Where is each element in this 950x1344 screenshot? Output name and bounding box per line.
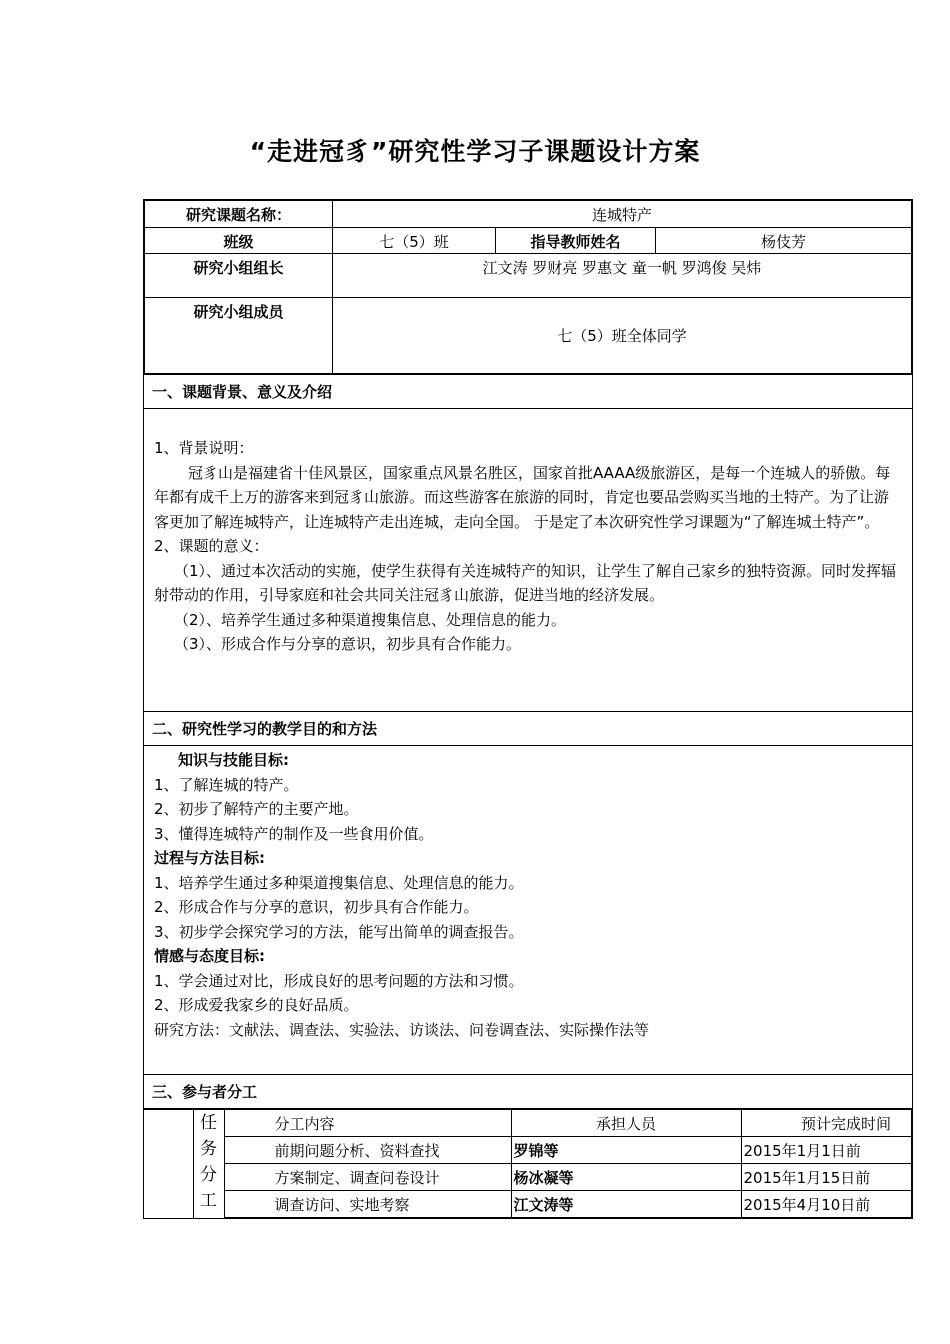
vertical-char-3: 分 (200, 1165, 217, 1185)
vertical-char-1: 任 (200, 1113, 217, 1133)
topic-label: 研究课题名称： (145, 201, 333, 228)
form-frame (143, 199, 913, 1219)
emotion-goal-2: 2、形成爱我家乡的良好品质。 (154, 996, 359, 1014)
section2-body (144, 746, 912, 1074)
header-deadline: 预计完成时间 (741, 1110, 912, 1137)
process-goal-3: 3、初步学会探究学习的方法，能写出简单的调查报告。 (154, 922, 524, 941)
emotion-goal-1: 1、学会通过对比，形成良好的思考问题的方法和习惯。 (154, 971, 524, 990)
background-text: 冠豸山是福建省十佳风景区，国家重点风景名胜区，国家首批AAAA级旅游区，是每一个连城人的骄傲。每年都有成千上万的游客来到冠豸山旅游。而这些游客在旅游的同时，肯定也要品尝购买当地的土特产。为了让游客更加了解连城特产，让连城特产走出连城，走向全国。 于是定了本次研究性学习课题为“了解连城土特产”。 (154, 463, 891, 531)
task-person: 罗锦等 (511, 1137, 741, 1164)
info-table (144, 200, 912, 374)
header-person: 承担人员 (511, 1110, 741, 1137)
meaning-item-1: （1）、通过本次活动的实施，使学生获得有关连城特产的知识，让学生了解自己家乡的独特资源。同时发挥辐射带动的作用，引导家庭和社会共同关注冠豸山旅游，促进当地的经济发展。 (154, 561, 897, 604)
meaning-title: 2、课题的意义： (154, 537, 269, 555)
table-row (144, 1191, 912, 1218)
task-deadline: 2015年4月10日前 (741, 1191, 912, 1218)
meaning-item-3: （3）、形成合作与分享的意识，初步具有合作能力。 (174, 635, 522, 653)
process-goal-1: 1、培养学生通过多种渠道搜集信息、处理信息的能力。 (154, 873, 524, 892)
task-person: 江文涛等 (511, 1191, 741, 1218)
knowledge-goal-2: 2、初步了解特产的主要产地。 (154, 800, 359, 818)
research-methods: 研究方法：文献法、调查法、实验法、访谈法、问卷调查法、实际操作法等 (154, 1020, 650, 1039)
knowledge-goal-3: 3、懂得连城特产的制作及一些食用价值。 (154, 824, 434, 843)
task-table (144, 1109, 912, 1218)
class-value: 七（5）班 (333, 228, 496, 254)
section1-body (144, 409, 912, 711)
knowledge-goal-1: 1、了解连城的特产。 (154, 775, 299, 794)
task-deadline: 2015年1月15日前 (741, 1164, 912, 1191)
task-content: 方案制定、调查问卷设计 (224, 1164, 511, 1191)
document-title: “走进冠豸”研究性学习子课题设计方案 (249, 137, 701, 166)
leader-label: 研究小组组长 (145, 254, 333, 298)
task-content: 调查访问、实地考察 (224, 1191, 511, 1218)
emotion-goal-title: 情感与态度目标: (154, 947, 265, 965)
members-label: 研究小组成员 (145, 298, 333, 374)
task-person: 杨冰凝等 (511, 1164, 741, 1191)
meaning-item-2: （2）、培养学生通过多种渠道搜集信息、处理信息的能力。 (174, 610, 567, 629)
vertical-char-4: 工 (200, 1191, 217, 1211)
section2-heading: 二、研究性学习的教学目的和方法 (144, 711, 912, 746)
class-label: 班级 (145, 228, 333, 254)
header-content: 分工内容 (224, 1110, 511, 1137)
task-vertical-cell (144, 1110, 224, 1218)
members-value: 七（5）班全体同学 (333, 298, 912, 374)
table-row (144, 1137, 912, 1164)
section3-heading: 三、参与者分工 (144, 1074, 912, 1109)
process-goal-2: 2、形成合作与分享的意识，初步具有合作能力。 (154, 898, 479, 916)
task-deadline: 2015年1月1日前 (741, 1137, 912, 1164)
knowledge-goal-title: 知识与技能目标: (178, 751, 289, 769)
vertical-char-2: 务 (200, 1139, 217, 1159)
process-goal-title: 过程与方法目标: (154, 849, 265, 867)
task-content: 前期问题分析、资料查找 (224, 1137, 511, 1164)
topic-value: 连城特产 (333, 201, 912, 228)
teacher-label: 指导教师姓名 (496, 228, 656, 254)
table-row (144, 1164, 912, 1191)
section1-heading: 一、课题背景、意义及介绍 (144, 374, 912, 409)
background-title: 1、背景说明： (154, 439, 254, 457)
leader-value: 江文涛 罗财亮 罗惠文 童一帆 罗鸿俊 吴炜 (333, 254, 912, 298)
teacher-value: 杨伎芳 (656, 228, 912, 254)
